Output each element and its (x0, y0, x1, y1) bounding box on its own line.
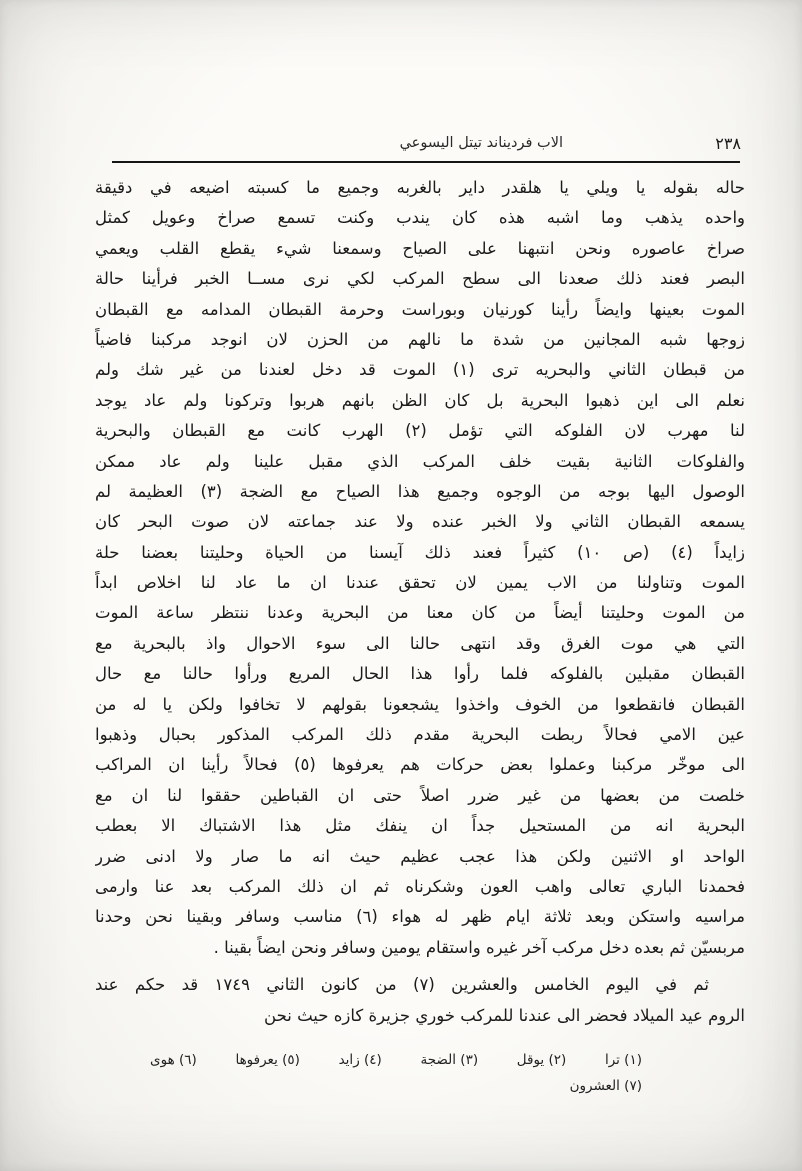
body-line: ثم في اليوم الخامس والعشرين (٧) من كانون الثاني ١٧٤٩ قد حكم عند (95, 975, 709, 995)
body-line: من قبطان الثاني والبحريه ترى (١) الموت قد دخل لعندنا من غير شك ولم (95, 360, 745, 380)
page-number: ٢٣٨ (715, 134, 741, 153)
body-line: القبطان فانقطعوا من الخوف واخذوا يشجعونا بقولهم لا تخافوا ولكن يا له من (95, 694, 745, 714)
body-line: نعلم الى اين ذهبوا البحرية بل كان الظن بانهم هربوا وتركونا ولم عاد يوجد (95, 390, 745, 410)
body-line: فحمدنا الباري تعالى واهب العون وشكرناه ثم ان ذلك المركب بعد عنا وارمى (95, 876, 745, 896)
body-line: صراخ عاصوره ونحن انتبهنا على الصياح وسمعنا شيء يقطع القلب ويعمي (95, 238, 745, 258)
body-line: زوجها شبه المجانين من شدة ما نالهم من الحزن لان انوجد مركبنا فاضياً (95, 329, 745, 349)
body-line: يسمعه القبطان الثاني ولا الخبر عنده ولا عند جماعته لان صوت البحر كان (95, 512, 745, 532)
body-line: لنا مهرب لان الفلوكه التي تؤمل (٢) الهرب كانت مع القبطان والبحرية (95, 421, 745, 441)
body-line: خلصت من بعضها من غير ضرر اصلاً حتى ان القباطين حققوا لنا ان مع (95, 785, 745, 805)
footnote-item: (٣) الضجة (420, 1052, 479, 1068)
footnote-item: (٧) العشرون (569, 1078, 642, 1094)
footnote-item: (٢) يوقل (516, 1052, 567, 1068)
footnote-item: (٦) هوى (150, 1052, 197, 1068)
body-line: والفلوكات الثانية بقيت خلف المركب الذي مقبل علينا ولم عاد ممكن (95, 451, 745, 471)
footnote-row (150, 1078, 642, 1094)
body-text (95, 173, 745, 1031)
body-line: البحرية انه من المستحيل جداً ان ينفك مثل هذا الاشتباك الا بعطب (95, 816, 745, 836)
body-line: عين الامي فحالاً ربطت البحرية مقدم ذلك المركب المذكور بحبال وذهبوا (95, 725, 745, 745)
header-rule (112, 161, 740, 163)
footnote-item: (٤) زايد (338, 1052, 382, 1068)
footnotes-section (150, 1052, 642, 1094)
body-line: التي هي موت الغرق وقد انتهى حالنا الى سوء الاحوال واذ بالبحرية مع (95, 633, 745, 653)
footnote-item: (١) ترا (604, 1052, 642, 1068)
main-paragraph (95, 173, 745, 963)
header-title: الاب فرديناند تيتل اليسوعي (399, 135, 563, 151)
body-line: واحده يذهب وما اشبه هذه كان يندب وكنت تسمع صراخ وعويل كمثل (95, 208, 745, 228)
body-line: البصر فعند ذلك صعدنا الى سطح المركب لكي نرى مســا الخبر فرأينا حالة (95, 269, 745, 289)
body-line: مراسيه واستكن وبعد ثلاثة ايام ظهر له هواء (٦) مناسب وسافر وبقينا نحن وحدنا (95, 907, 745, 927)
body-line: من الموت وحليتنا أيضاً من كان معنا من البحرية وعدنا ننتظر ساعة الموت (95, 603, 745, 623)
body-line: الواحد او الاثنين ولكن هذا عجب عظيم حيث انه ما صار ولا ادنى ضرر (95, 846, 745, 866)
body-line: الى موخّر مركبنا وعملوا بعض حركات هم يعرفوها (٥) فحالاً رأينا ان المراكب (95, 755, 745, 775)
body-line: حاله بقوله يا ويلي يا هلقدر داير بالغربه وجميع ما كسبته اضيعه في دقيقة (95, 178, 745, 197)
body-line: الموت وتناولنا من الاب يمين لان تحقق عندنا ان ما عاد لنا اخلاص ابداً (95, 573, 745, 593)
closing-paragraph (95, 970, 745, 1031)
body-line: مربسيّن ثم بعده دخل مركب آخر غيره واستقام يومين وسافر ونحن ايضاً بقينا . (213, 937, 745, 957)
body-line: زايداً (٤) (ص ١٠) كثيراً فعند ذلك آيسنا من الحياة وحليتنا بعضنا حلة (95, 542, 745, 562)
page-header (95, 132, 745, 158)
body-line: الروم عيد الميلاد فحضر الى عندنا للمركب خوري جزيرة كازه حيث نحن (264, 1005, 745, 1025)
footnote-row (150, 1052, 642, 1068)
body-line: الموت بعينها وايضاً رأينا كورنيان وبوراست وحرمة القبطان المدامه مع القبطان (95, 299, 745, 319)
footnote-item: (٥) يعرفوها (235, 1052, 300, 1068)
body-line: القبطان مقبلين بالفلوكه فلما رأوا هذا الحال المريع ورأوا حالنا مع حال (95, 664, 745, 684)
body-line: الوصول اليها بوجه من الوجوه وجميع هذا الصياح مع الضجة (٣) العظيمة لم (95, 481, 745, 501)
